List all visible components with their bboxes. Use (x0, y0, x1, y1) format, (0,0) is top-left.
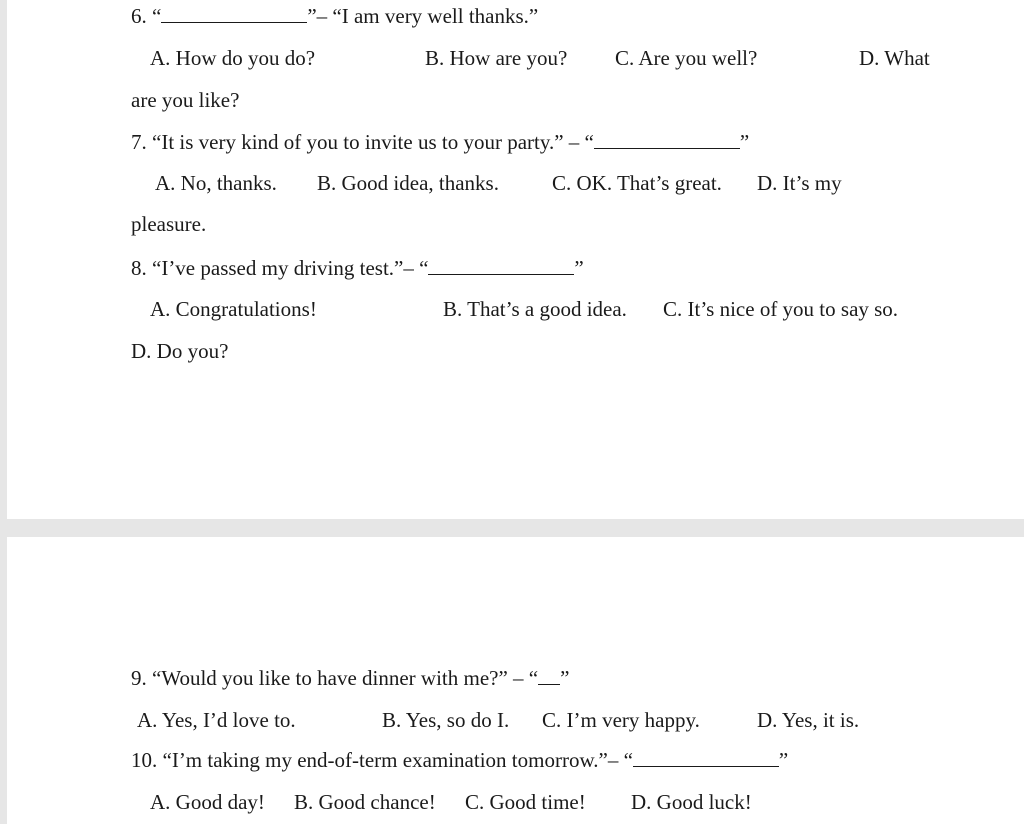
question-10-option-a: A. Good day! (150, 790, 265, 814)
question-9-stem-before: 9. “Would you like to have dinner with me?” – “ (131, 666, 539, 690)
answer-blank (594, 130, 740, 149)
question-8-option-c: C. It’s nice of you to say so. (663, 297, 899, 321)
question-8-option-d: D. Do you? (131, 339, 229, 363)
question-8-stem (131, 255, 584, 281)
question-10-stem-after: ” (778, 748, 789, 772)
question-6-option-d-continued: are you like? (131, 88, 240, 112)
document-page-top (7, 0, 1024, 519)
question-10-stem (131, 747, 788, 773)
question-9-option-c: C. I’m very happy. (542, 708, 700, 732)
question-10-option-b: B. Good chance! (294, 790, 436, 814)
question-6-option-d: D. What (859, 46, 930, 70)
question-8-option-b: B. That’s a good idea. (443, 297, 627, 321)
question-7-stem-after: ” (739, 130, 750, 154)
answer-blank (161, 4, 307, 23)
question-9-option-d: D. Yes, it is. (757, 708, 860, 732)
question-7-stem (131, 129, 749, 155)
question-10-option-c: C. Good time! (465, 790, 586, 814)
question-9-option-b: B. Yes, so do I. (382, 708, 510, 732)
document-page-bottom (7, 537, 1024, 824)
question-6-stem (131, 3, 538, 29)
question-10-option-d: D. Good luck! (631, 790, 752, 814)
question-7-option-a: A. No, thanks. (155, 171, 277, 195)
question-9-stem (131, 665, 569, 691)
question-7-stem-before: 7. “It is very kind of you to invite us to your party.” – “ (131, 130, 594, 154)
question-10-stem-before: 10. “I’m taking my end-of-term examination tomorrow.”– “ (131, 748, 633, 772)
answer-blank (428, 256, 574, 275)
question-7-option-b: B. Good idea, thanks. (317, 171, 499, 195)
question-9-stem-after: ” (560, 666, 570, 690)
question-8-stem-before: 8. “I’ve passed my driving test.”– “ (131, 256, 429, 280)
question-7-option-d-continued: pleasure. (131, 212, 207, 236)
question-8-stem-after: ” (574, 256, 584, 280)
answer-blank (538, 666, 560, 685)
answer-blank (633, 748, 779, 767)
question-7-option-c: C. OK. That’s great. (552, 171, 722, 195)
question-7-option-d: D. It’s my (757, 171, 842, 195)
question-6-option-a: A. How do you do? (150, 46, 316, 70)
question-6-option-c: C. Are you well? (615, 46, 758, 70)
question-6-option-b: B. How are you? (425, 46, 568, 70)
question-9-option-a: A. Yes, I’d love to. (137, 708, 296, 732)
question-8-option-a: A. Congratulations! (150, 297, 317, 321)
question-6-stem-before: 6. “ (131, 4, 162, 28)
question-6-stem-after: ”– “I am very well thanks.” (307, 4, 539, 28)
